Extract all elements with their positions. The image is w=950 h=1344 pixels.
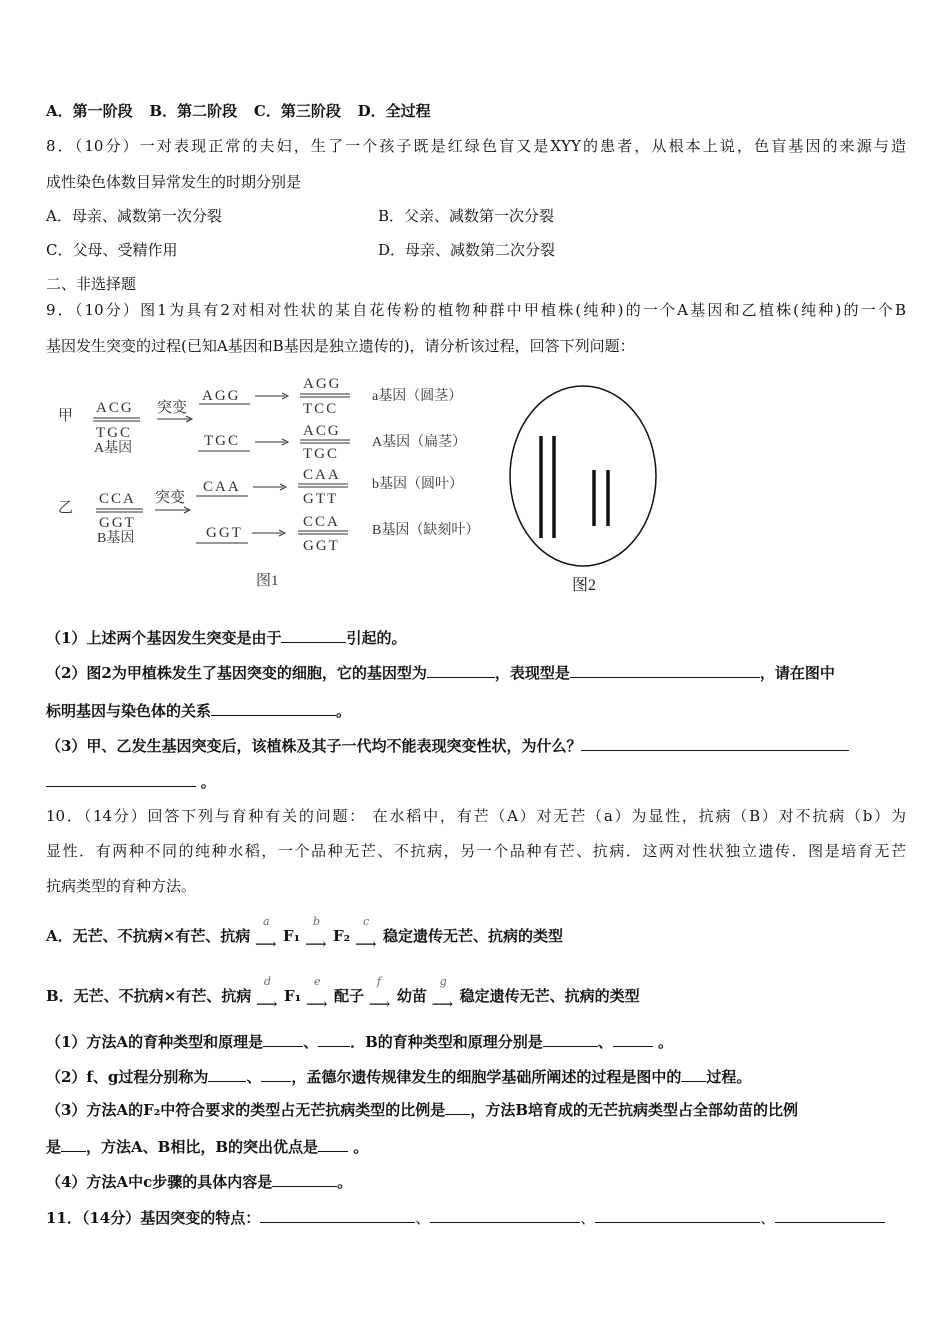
text: （2）图2为甲植株发生了基因突变的细胞，它的基因型为 [46, 664, 427, 682]
jia-top-strand: ACG [96, 400, 134, 416]
q10-part4 [46, 1172, 352, 1192]
step-label: d [264, 975, 272, 988]
mutation-label-jia: 突变 [157, 400, 188, 416]
gene-label: a基因（圆茎） [372, 389, 463, 404]
gene-label: b基因（圆叶） [372, 477, 463, 492]
text: 。 [652, 1033, 674, 1051]
q8-stem-line1: 8．（10分）一对表现正常的夫妇，生了一个孩子既是红绿色盲又是XYY的患者，从根本上说，色盲基因的来源与造 [46, 137, 906, 155]
separator: 、 [415, 1209, 431, 1227]
text: （2）f、g过程分别称为 [46, 1068, 209, 1086]
figure2-cell [510, 386, 656, 594]
arrow-icon: e ⟶ [306, 986, 334, 1006]
q9-stem-line2: 基因发生突变的过程(已知A基因和B基因是独立遗传的)，请分析该过程，回答下列问题： [46, 337, 635, 355]
step-label: a [263, 915, 270, 928]
step-label: b [313, 915, 321, 928]
bottom-strand: GGT [303, 538, 340, 554]
q11 [46, 1208, 885, 1228]
mutation-label-yi: 突变 [155, 490, 186, 506]
answer-blank[interactable] [61, 1137, 86, 1152]
q10-stem-line3: 抗病类型的育种方法。 [46, 877, 197, 895]
figure2-caption: 图2 [572, 577, 597, 594]
q9-part2-cont [46, 701, 351, 721]
step-label: g [439, 975, 447, 988]
answer-blank[interactable] [595, 1208, 760, 1223]
method-b-end: 稳定遗传无芒、抗病的类型 [459, 987, 640, 1005]
answer-blank[interactable] [570, 663, 760, 678]
answer-blank[interactable] [46, 772, 196, 787]
answer-blank[interactable] [260, 1208, 415, 1223]
arrow-icon: d ⟶ [256, 986, 284, 1006]
step-label: c [363, 915, 370, 928]
answer-blank[interactable] [775, 1208, 885, 1223]
text: 。 [336, 702, 352, 720]
gamete: 配子 [334, 987, 365, 1005]
text: 、 [246, 1068, 262, 1086]
text: （3）甲、乙发生基因突变后，该植株及其子一代均不能表现突变性状，为什么？ [46, 737, 582, 755]
yi-bottom-strand: GGT [99, 515, 136, 531]
option-c: C．第三阶段 [253, 102, 341, 120]
q10-part3 [46, 1100, 798, 1120]
yi-top-strand: CCA [99, 491, 136, 507]
yi-gene: B基因 [97, 531, 135, 546]
q10-part3-cont [46, 1137, 368, 1157]
text: 标明基因与染色体的关系 [46, 702, 212, 720]
text: ，方法B培育成的无芒抗病类型占全部幼苗的比例 [470, 1101, 798, 1119]
answer-blank[interactable] [263, 1032, 303, 1047]
jia-gene: A基因 [94, 441, 133, 456]
answer-blank[interactable] [318, 1137, 348, 1152]
label-jia: 甲 [58, 408, 74, 424]
q9-part2 [46, 663, 835, 683]
gene-label: B基因（缺刻叶） [372, 523, 480, 538]
top-strand: AGG [303, 376, 342, 392]
f2: F₂ [333, 927, 351, 945]
q9-part3-cont [46, 772, 216, 792]
answer-blank[interactable] [543, 1032, 598, 1047]
row-2 [196, 467, 463, 507]
text: 。 [200, 773, 216, 791]
arrow-icon: f ⟶ [369, 986, 397, 1006]
text: （1）上述两个基因发生突变是由于 [46, 629, 282, 647]
method-b [46, 975, 640, 1013]
answer-blank[interactable] [318, 1032, 350, 1047]
q9-stem-line1: 9．（10分）图1为具有2对相对性状的某自花传粉的植物种群中甲植株(纯种)的一个A基因和乙植株(纯种)的一个B [46, 301, 906, 319]
text: 11．（14分）基因突变的特点： [46, 1209, 261, 1227]
text: 、 [303, 1033, 319, 1051]
jia-bottom-strand: TGC [96, 425, 132, 441]
answer-blank[interactable] [427, 663, 495, 678]
arrow-icon: c ⟶ [355, 926, 383, 946]
text: 。 [348, 1138, 369, 1156]
q8-option-a: A．母亲、减数第一次分裂 [46, 207, 222, 225]
q10-part1 [46, 1032, 673, 1052]
step-label: e [314, 975, 321, 988]
answer-blank[interactable] [681, 1067, 706, 1082]
answer-blank[interactable] [430, 1208, 580, 1223]
step-label: f [376, 975, 381, 988]
text: ，请在图中 [759, 664, 835, 682]
top-strand: CCA [303, 514, 340, 530]
answer-blank[interactable] [208, 1067, 246, 1082]
answer-blank[interactable] [281, 628, 346, 643]
text: 过程。 [706, 1068, 752, 1086]
method-b-start: B．无芒、不抗病×有芒、抗病 [46, 987, 252, 1005]
option-d: D．全过程 [357, 102, 431, 120]
text: （4）方法A中c步骤的具体内容是 [46, 1173, 273, 1191]
text: 、 [597, 1033, 613, 1051]
f1: F₁ [283, 927, 301, 945]
q9-part1 [46, 628, 406, 648]
separator: 、 [580, 1209, 596, 1227]
text: ，方法A、B相比，B的突出优点是 [86, 1138, 319, 1156]
q8-stem-line2: 成性染色体数目异常发生的时期分别是 [46, 173, 302, 191]
row-3 [196, 514, 479, 554]
single-strand: TGC [204, 433, 240, 449]
row-0 [199, 376, 462, 417]
text: （3）方法A的F₂中符合要求的类型占无芒抗病类型的比例是 [46, 1101, 446, 1119]
seedling: 幼苗 [396, 987, 427, 1005]
answer-blank[interactable] [272, 1172, 337, 1187]
top-strand: CAA [303, 467, 341, 483]
top-strand: ACG [303, 423, 341, 439]
q10-stem-line1: 10．（14分）回答下列与育种有关的问题： 在水稻中，有芒（A）对无芒（a）为显性，抗病（B）对不抗病（b）为 [46, 807, 906, 825]
text: 引起的。 [346, 629, 407, 647]
q8-option-d: D．母亲、减数第二次分裂 [378, 241, 556, 259]
method-a-end: 稳定遗传无芒、抗病的类型 [383, 927, 564, 945]
single-strand: AGG [202, 388, 241, 404]
q7-options [46, 101, 431, 121]
bottom-strand: TCC [303, 401, 339, 417]
answer-blank[interactable] [445, 1100, 470, 1115]
answer-blank[interactable] [211, 701, 336, 716]
arrow-icon: a ⟶ [255, 926, 283, 946]
gene-label: A基因（扁茎） [372, 435, 467, 450]
bottom-strand: GTT [303, 491, 339, 507]
q10-stem-line2: 显性．有两种不同的纯种水稻，一个品种无芒、不抗病，另一个品种有芒、抗病．这两对性状独立遗传．图是培育无芒 [46, 842, 906, 860]
f1: F₁ [284, 987, 302, 1005]
row-1 [198, 423, 466, 462]
text: 。 [337, 1173, 353, 1191]
arrow-icon: g ⟶ [432, 986, 460, 1006]
label-yi: 乙 [58, 500, 74, 516]
text: （1）方法A的育种类型和原理是 [46, 1033, 264, 1051]
method-a-start: A．无芒、不抗病×有芒、抗病 [46, 927, 251, 945]
figures [0, 360, 700, 610]
separator: 、 [760, 1209, 776, 1227]
single-strand: CAA [203, 479, 241, 495]
q10-part2 [46, 1067, 751, 1087]
arrow-icon: b ⟶ [305, 926, 333, 946]
method-a [46, 915, 564, 953]
q8-option-c: C．父母、受精作用 [46, 241, 178, 259]
option-b: B．第二阶段 [149, 102, 238, 120]
option-a: A．第一阶段 [46, 102, 133, 120]
figure1-caption: 图1 [256, 573, 279, 589]
text: ．B的育种类型和原理分别是 [350, 1033, 543, 1051]
section-heading: 二、非选择题 [46, 275, 137, 293]
q8-option-b: B．父亲、减数第一次分裂 [378, 207, 555, 225]
text: ，表现型是 [494, 664, 570, 682]
single-strand: GGT [206, 525, 243, 541]
text: 是 [46, 1138, 62, 1156]
answer-blank[interactable] [613, 1032, 653, 1047]
answer-blank[interactable] [581, 736, 849, 751]
bottom-strand: TGC [303, 446, 339, 462]
q9-part3 [46, 736, 849, 756]
answer-blank[interactable] [261, 1067, 291, 1082]
text: ，孟德尔遗传规律发生的细胞学基础所阐述的过程是图中的 [291, 1068, 682, 1086]
